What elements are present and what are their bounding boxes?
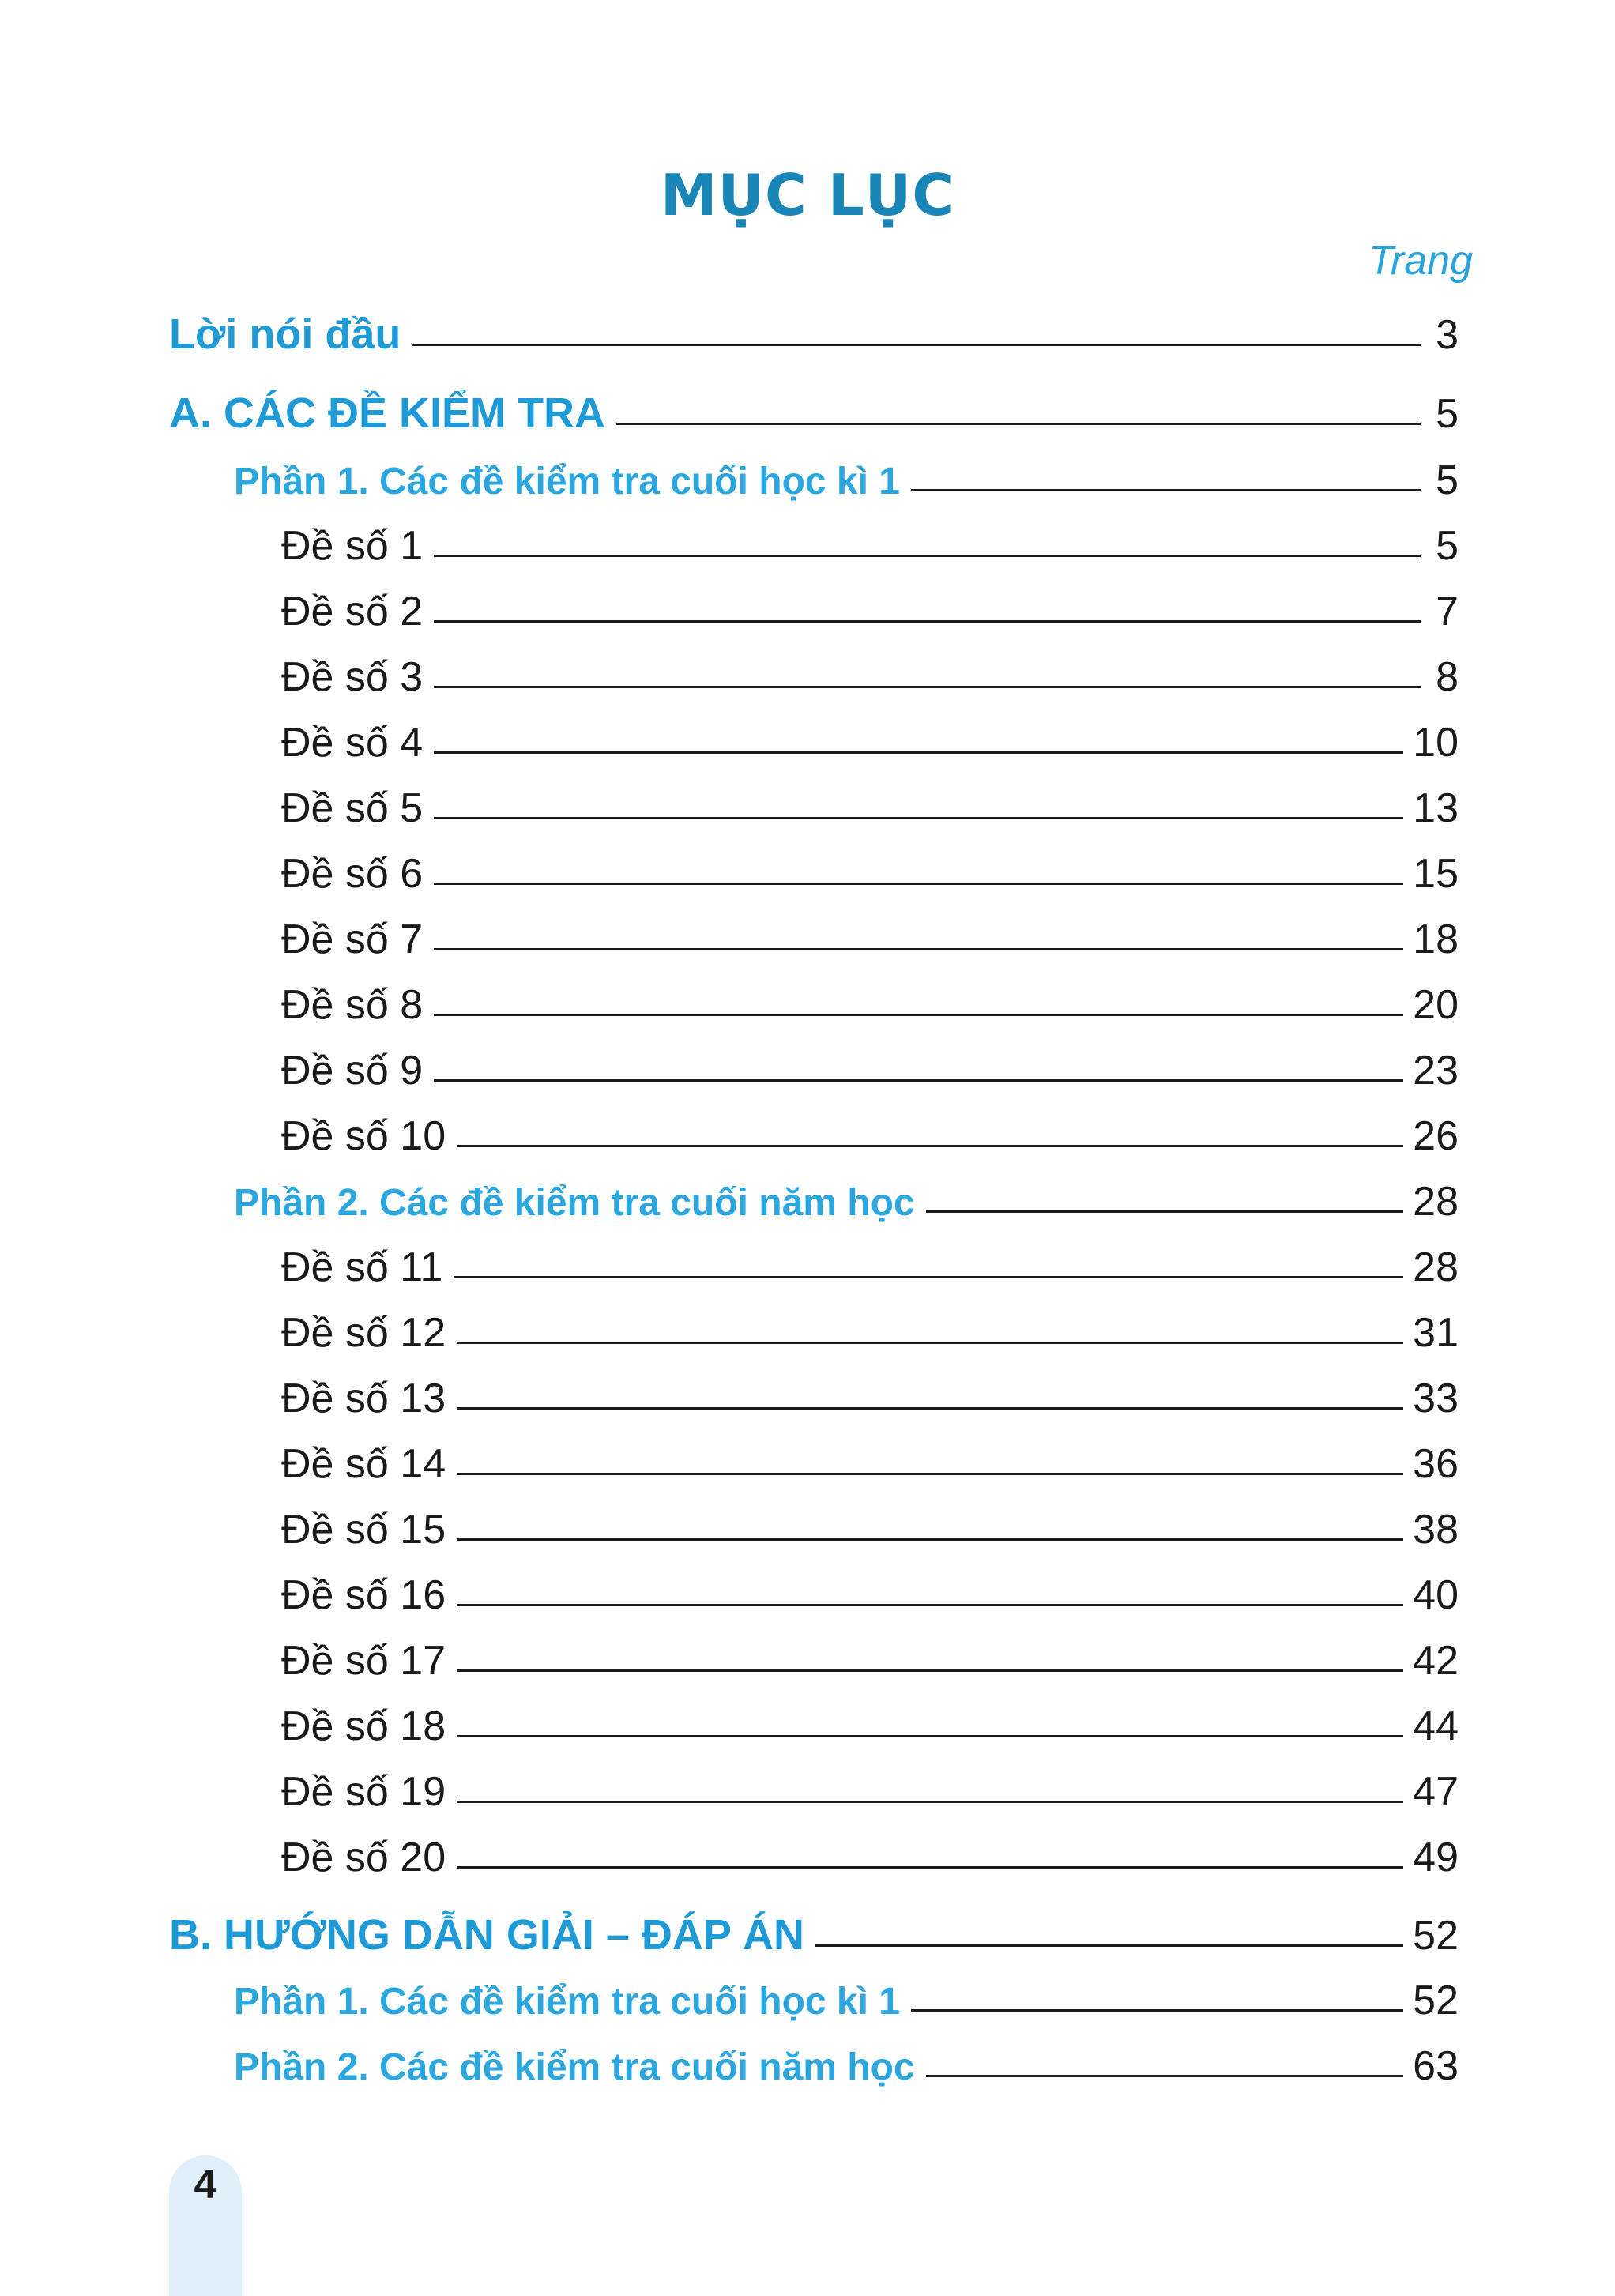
- toc-entry-label: Phần 1. Các đề kiểm tra cuối học kì 1: [234, 461, 900, 502]
- toc-entry-page: 26: [1413, 1113, 1459, 1159]
- toc-entry-label: Đề số 19: [281, 1769, 446, 1815]
- toc-entry-label: Đề số 3: [281, 654, 424, 700]
- toc-entry-label: Đề số 5: [281, 785, 424, 831]
- toc-entry-label: Đề số 18: [281, 1703, 446, 1749]
- toc-exam-entry[interactable]: [281, 916, 1459, 971]
- toc-entry-page: 28: [1413, 1244, 1459, 1290]
- dot-leader: [454, 1276, 1403, 1278]
- dot-leader: [457, 1669, 1403, 1672]
- toc-exam-entry[interactable]: [281, 719, 1459, 774]
- dot-leader: [434, 1014, 1403, 1016]
- toc-entry-page: 36: [1413, 1441, 1459, 1487]
- toc-entry-label: Đề số 13: [281, 1376, 446, 1421]
- dot-leader: [911, 489, 1421, 491]
- toc-entry-page: 18: [1413, 917, 1459, 962]
- toc-exam-entry[interactable]: [281, 785, 1459, 840]
- toc-entry-label: Phần 2. Các đề kiểm tra cuối năm học: [234, 1182, 915, 1224]
- toc-entry-page: 52: [1413, 1913, 1459, 1959]
- page-title: MỤC LỤC: [660, 162, 955, 228]
- dot-leader: [434, 620, 1421, 623]
- toc-entry-label: Đề số 4: [281, 720, 424, 766]
- toc-entry-label: Phần 2. Các đề kiểm tra cuối năm học: [234, 2046, 915, 2088]
- toc-entry-label: Đề số 14: [281, 1441, 446, 1487]
- toc-entry-label: Đề số 2: [281, 589, 424, 634]
- toc-entry-page: 42: [1413, 1638, 1459, 1684]
- toc-entry-page: 5: [1436, 391, 1459, 437]
- toc-exam-entry[interactable]: [281, 1440, 1459, 1496]
- dot-leader: [911, 2009, 1403, 2012]
- toc-section-a[interactable]: [169, 389, 1459, 444]
- dot-leader: [434, 883, 1403, 885]
- toc-exam-entry[interactable]: [281, 1768, 1459, 1824]
- dot-leader: [434, 948, 1403, 950]
- toc-entry-page: 8: [1436, 654, 1459, 700]
- toc-entry-page: 47: [1413, 1769, 1459, 1815]
- toc-exam-entry[interactable]: [281, 1571, 1459, 1627]
- dot-leader: [457, 1473, 1403, 1475]
- toc-exam-entry[interactable]: [281, 588, 1459, 643]
- toc-exam-entry[interactable]: [281, 1375, 1459, 1430]
- toc-entry-preface[interactable]: [169, 310, 1459, 365]
- toc-part[interactable]: [234, 2042, 1459, 2098]
- toc-entry-page: 7: [1436, 589, 1459, 634]
- toc-entry-page: 52: [1413, 1978, 1459, 2023]
- dot-leader: [434, 817, 1403, 819]
- dot-leader: [815, 1944, 1403, 1947]
- toc-exam-entry[interactable]: [281, 1506, 1459, 1561]
- toc-entry-page: 3: [1436, 312, 1459, 358]
- dot-leader: [434, 555, 1421, 557]
- toc-entry-page: 49: [1413, 1835, 1459, 1880]
- toc-entry-label: Đề số 1: [281, 523, 424, 569]
- toc-entry-page: 13: [1413, 785, 1459, 831]
- dot-leader: [457, 1866, 1403, 1869]
- dot-leader: [457, 1145, 1403, 1147]
- toc-exam-entry[interactable]: [281, 850, 1459, 905]
- dot-leader: [926, 2075, 1404, 2077]
- toc-exam-entry[interactable]: [281, 1309, 1459, 1364]
- dot-leader: [434, 751, 1403, 754]
- toc-exam-entry[interactable]: [281, 1244, 1459, 1299]
- toc-entry-label: Đề số 10: [281, 1113, 446, 1159]
- dot-leader: [457, 1604, 1403, 1606]
- toc-entry-page: 5: [1436, 523, 1459, 569]
- dot-leader: [457, 1538, 1403, 1541]
- dot-leader: [926, 1210, 1404, 1213]
- toc-exam-entry[interactable]: [281, 1834, 1459, 1889]
- toc-exam-entry[interactable]: [281, 1703, 1459, 1758]
- toc-entry-label: Đề số 12: [281, 1310, 446, 1356]
- toc-entry-label: Đề số 11: [281, 1244, 443, 1290]
- toc-exam-entry[interactable]: [281, 1047, 1459, 1102]
- toc-entry-page: 40: [1413, 1572, 1459, 1618]
- dot-leader: [434, 1079, 1403, 1082]
- toc-entry-page: 31: [1413, 1310, 1459, 1356]
- toc-entry-label: Phần 1. Các đề kiểm tra cuối học kì 1: [234, 1981, 900, 2023]
- toc-section-b[interactable]: [169, 1910, 1459, 1966]
- toc-entry-page: 33: [1413, 1376, 1459, 1421]
- toc-entry-page: 28: [1413, 1179, 1459, 1225]
- toc-entry-page: 5: [1436, 457, 1459, 503]
- toc-entry-label: Đề số 8: [281, 982, 424, 1028]
- toc-entry-label: B. HƯỚNG DẪN GIẢI – ĐÁP ÁN: [169, 1911, 804, 1959]
- dot-leader: [457, 1801, 1403, 1803]
- toc-entry-page: 20: [1413, 982, 1459, 1028]
- toc-part[interactable]: [234, 457, 1459, 512]
- dot-leader: [434, 686, 1421, 688]
- toc-entry-page: 38: [1413, 1507, 1459, 1553]
- toc-part[interactable]: [234, 1178, 1459, 1233]
- page-column-label: Trang: [1368, 238, 1473, 284]
- toc-entry-label: Đề số 17: [281, 1638, 446, 1684]
- dot-leader: [412, 344, 1421, 346]
- toc-exam-entry[interactable]: [281, 1637, 1459, 1692]
- toc-entry-label: Đề số 20: [281, 1835, 446, 1880]
- toc-entry-label: Đề số 9: [281, 1048, 424, 1093]
- dot-leader: [457, 1407, 1403, 1410]
- toc-entry-label: Đề số 6: [281, 851, 424, 897]
- toc-entry-page: 44: [1413, 1703, 1459, 1749]
- toc-entry-label: Lời nói đầu: [169, 311, 401, 358]
- toc-exam-entry[interactable]: [281, 522, 1459, 578]
- toc-exam-entry[interactable]: [281, 1112, 1459, 1168]
- dot-leader: [616, 423, 1421, 425]
- page-number: 4: [194, 2162, 217, 2208]
- toc-entry-label: A. CÁC ĐỀ KIỂM TRA: [169, 390, 605, 437]
- toc-entry-page: 10: [1413, 720, 1459, 766]
- toc-entry-page: 15: [1413, 851, 1459, 897]
- toc-part[interactable]: [234, 1977, 1459, 2032]
- toc-exam-entry[interactable]: [281, 653, 1459, 709]
- dot-leader: [457, 1342, 1403, 1344]
- toc-entry-page: 63: [1413, 2043, 1459, 2089]
- toc-exam-entry[interactable]: [281, 981, 1459, 1037]
- toc-entry-page: 23: [1413, 1048, 1459, 1093]
- dot-leader: [457, 1735, 1403, 1737]
- toc-entry-label: Đề số 15: [281, 1507, 446, 1553]
- toc-entry-label: Đề số 16: [281, 1572, 446, 1618]
- toc-entry-label: Đề số 7: [281, 917, 424, 962]
